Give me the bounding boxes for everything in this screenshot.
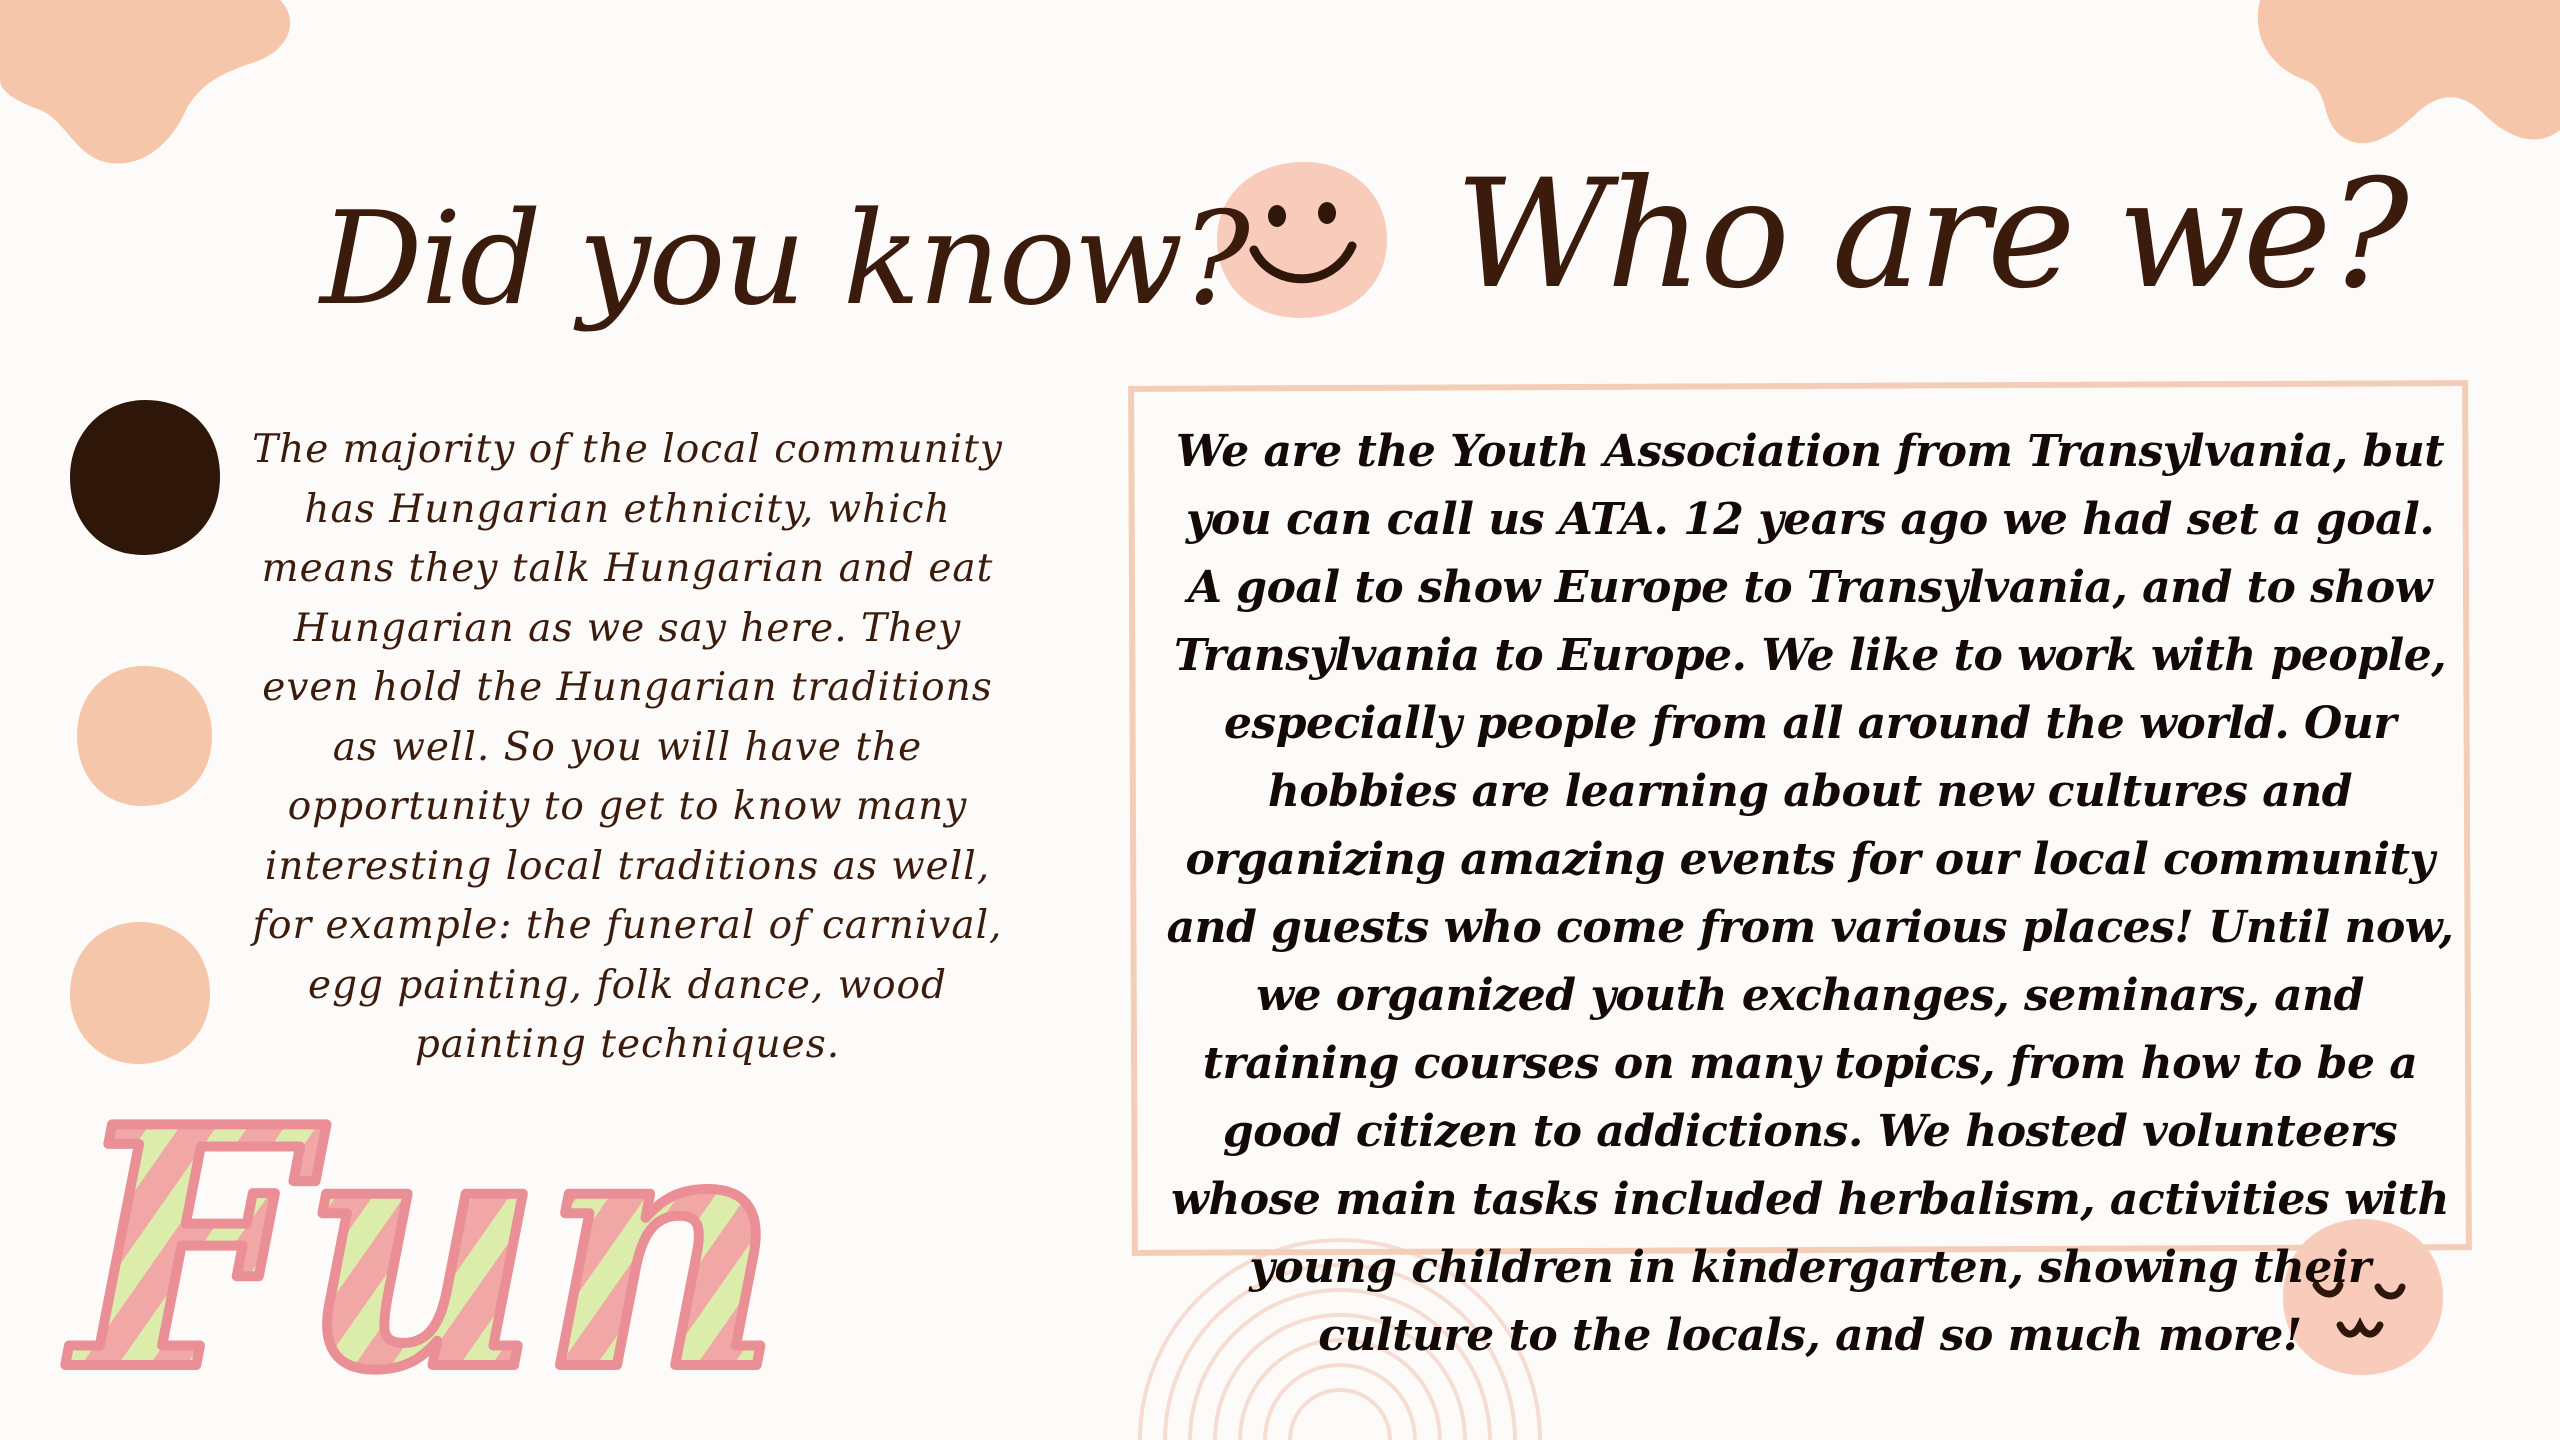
about-association-paragraph: We are the Youth Association from Transylvania, but you can call us ATA. 12 years ago we had set a goal. A goal to show Europe to Transylvania, and to show Transylvania to Europe. We like to work with people, especially people from all around the world. Our hobbies are learning about new cultures and organizing amazing events for our local community and guests who come from various places! Until now, we organized youth exchanges, seminars, and training courses on many topics, from how to be a good citizen to addictions. We hosted volunteers whose main tasks included herbalism, activities with young children in kindergarten, showing their culture to the locals, and so much more! (1166, 426, 2454, 1361)
peach-dot-middle (72, 662, 217, 810)
who-are-we-heading: Who are we? (1455, 148, 2406, 322)
fun-lettering-logo (65, 1050, 782, 1440)
dark-dot (65, 395, 225, 560)
did-you-know-heading: Did you know? (320, 185, 1248, 334)
peach-dot-lower (66, 918, 214, 1068)
svg-text:Fun: Fun (73, 1055, 782, 1440)
local-traditions-paragraph: The majority of the local community has Hungarian ethnicity, which means they talk Hungarian and eat Hungarian as we say here. They even hold the Hungarian traditions as well. So you will have the opportunity to get to know many interesting local traditions as well, for example: the funeral of carnival, egg painting, folk dance, wood painting techniques. (252, 427, 1003, 1067)
top-left-blob (0, 0, 300, 200)
